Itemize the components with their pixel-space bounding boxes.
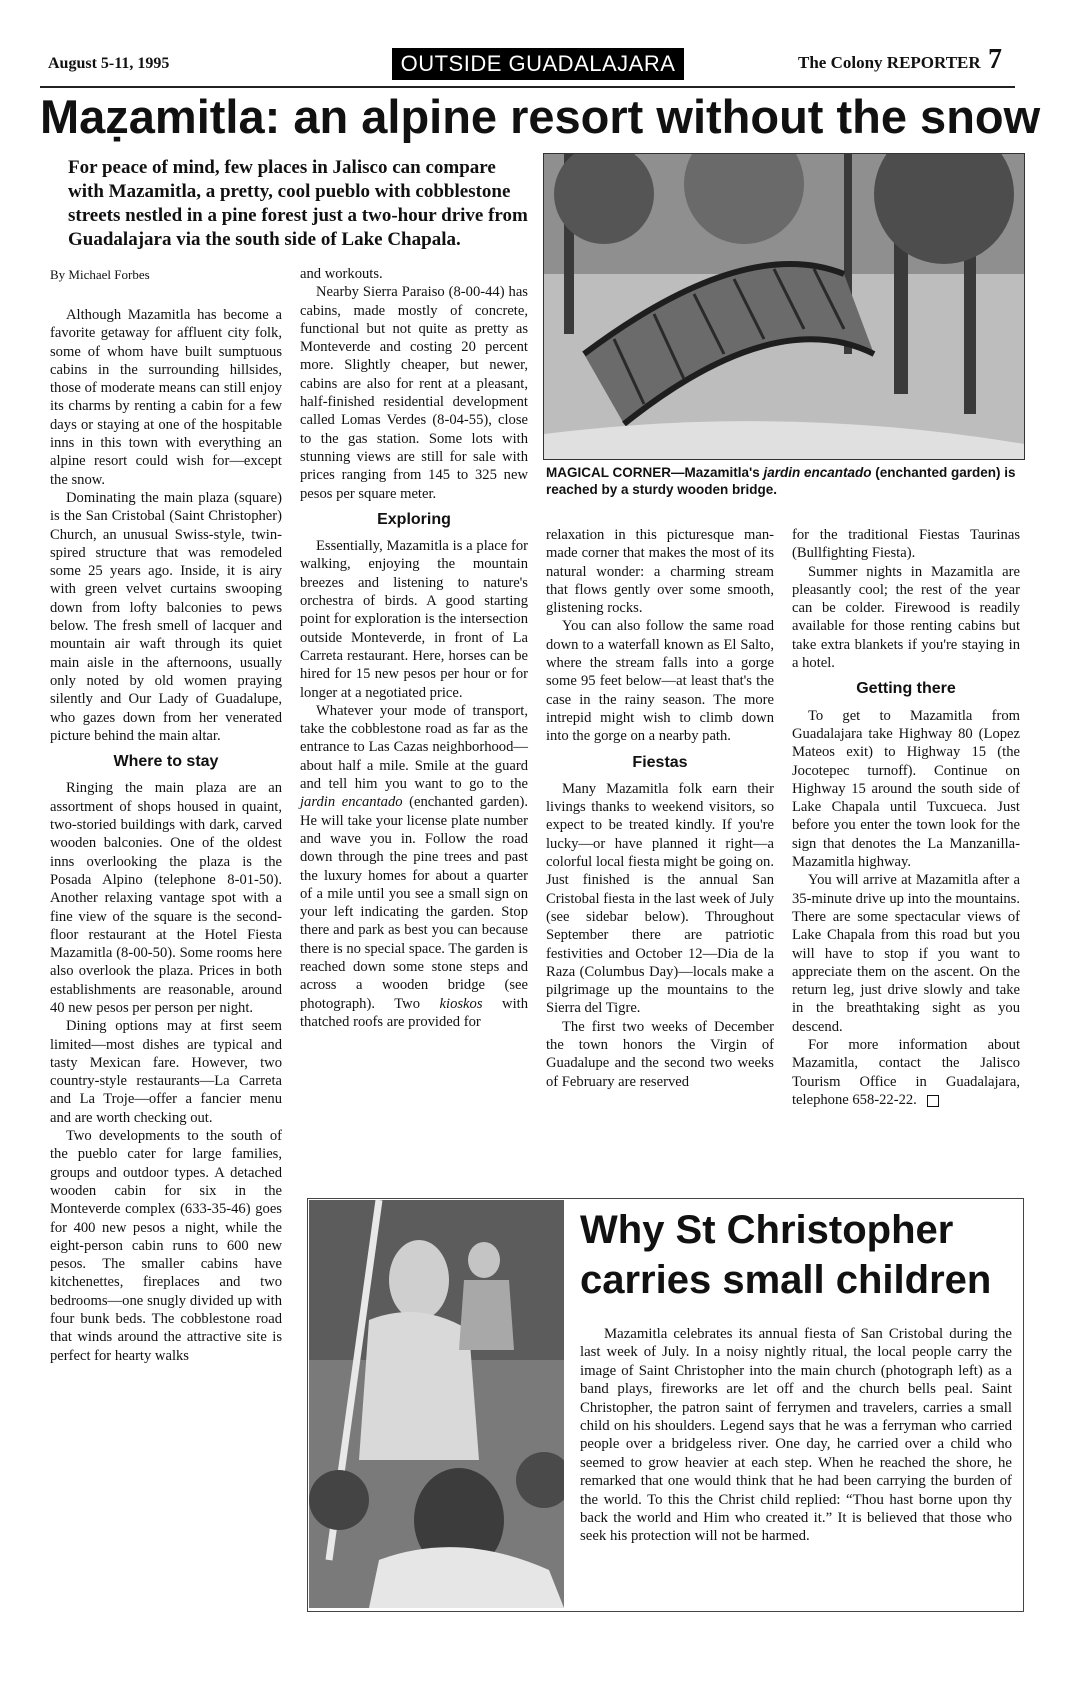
paragraph: relaxation in this picturesque man-made corner that makes the most of its natural wonder: a charming stream that flows gently over some smooth, glistening rocks. — [546, 527, 774, 617]
text-run: with thatched roofs are provided for — [300, 995, 529, 1030]
headline: Maẓamitla: an alpine resort without the snow — [40, 90, 1041, 143]
text-italic: kioskos — [439, 995, 483, 1012]
caption-italic: jardin encantado — [763, 465, 872, 480]
paragraph: Although Mazamitla has become a favorite getaway for affluent city folk, some of whom have built sumptuous cabins in the surrounding hillsides, those of moderate means can still enjoy its charms by renting a cabin for a few days or staying at one of the hospitable inns in this town with everything an alpine resort could wish for—except the snow. — [50, 307, 282, 488]
paragraph: The first two weeks of December the town honors the Virgin of Guadalupe and the second two weeks of February are reserved — [546, 1018, 774, 1090]
caption-lead: MAGICAL CORNER—Mazamitla's — [546, 465, 764, 480]
st-christopher-photo — [309, 1200, 564, 1608]
issue-date: August 5-11, 1995 — [48, 55, 170, 72]
paragraph: Two developments to the south of the pueblo cater for large families, groups and outdoor types. A detached wooden cabin for six in the Monteverde complex (633-35-46) goes for 400 new pesos a night, while the eight-person cabin runs to 600 new pesos. The smaller cabins have kitchenettes, fireplaces and two bedrooms—one snugly divided up with four bunk beds. The cobblestone road that winds around the attractive site is perfect for hearty walks — [50, 1128, 282, 1364]
subhead-getting-there: Getting there — [856, 680, 956, 698]
article-column-4 — [792, 526, 1020, 1109]
paragraph: for the traditional Fiestas Taurinas (Bullfighting Fiesta). — [792, 527, 1020, 562]
paragraph: To get to Mazamitla from Guadalajara take Highway 80 (Lopez Mateos exit) to Highway 15 (the Jocotepec turnoff). Continue on Highway 15 around the south side of Lake Chapala until Tuxcueca. Just before you enter the town look for the sign that denotes the La Manzanilla-Mazamitla highway. — [792, 707, 1020, 871]
paragraph: Mazamitla celebrates its annual fiesta of San Cristobal during the last week of July. In a noisy nightly ritual, the local people carry the image of Saint Christopher into the main church (photograph left) as a band plays, fireworks are let off and the church bells peal. Saint Christopher, the patron saint of ferrymen and travelers, carries a small child on his shoulders. Legend says that he was a ferryman who carried people over a bridgeless river. One day, he carried over a child who seemed to grow heavier at each step. When he reached the shore, he remarked that one would think that he had been carrying the burden of the world. To this the Christ child replied: “Thou hast borne upon thy back the world and Him who created it.” It is believed that those who seek his protection will not be harmed. — [580, 1326, 1012, 1545]
paragraph: Many Mazamitla folk earn their livings thanks to weekend visitors, so expect to be treated kindly. If you're lucky—or have planned it right—a colorful local fiesta might be going on. Just finished is the annual San Cristobal fiesta in the last week of July (see sidebar below). Throughout September there are patriotic festivities and October 12—Dia de la Raza (Columbus Day)—locals make a pilgrimage up the mountains to the Sierra del Tigre. — [546, 780, 774, 1017]
text-italic: jardin encantado — [300, 794, 403, 811]
paragraph: Ringing the main plaza are an assortment of shops housed in quaint, two-storied buildings with dark, carved wooden balconies. One of the oldest inns overlooking the plaza is the Posada Alpino (telephone 8-01-50). Another relaxing vantage spot with a fine view of the square is the second-floor restaurant at the Hotel Fiesta Mazamitla (8-00-50). Some rooms here also overlook the plaza. Prices in both establishments are reasonable, around 40 new pesos per person per night. — [50, 780, 282, 1016]
section-banner: OUTSIDE GUADALAJARA — [392, 48, 684, 80]
page-number: 7 — [988, 44, 1002, 75]
sidebar-body — [580, 1325, 1012, 1546]
sidebar-headline-line1: Why St Christopher — [580, 1208, 954, 1252]
subhead-fiestas: Fiestas — [632, 753, 688, 771]
end-mark-icon — [927, 1095, 939, 1107]
paragraph: Dining options may at first seem limited—most dishes are typical and tasty Mexican fare. However, two country-style restaurants—La Carreta and La Troje—offer a fancier menu and are worth checking out. — [50, 1018, 282, 1126]
bridge-photo — [543, 153, 1025, 460]
paragraph: You will arrive at Mazamitla after a 35-minute drive up into the mountains. There are some spectacular views of Lake Chapala from this road but you will have to stop if you want to appreciate them on the ascent. On the return leg, just drive slowly and take in the breathtaking sight as you descend. — [792, 872, 1020, 1035]
subhead-where-to-stay: Where to stay — [113, 753, 219, 771]
article-column-1 — [50, 306, 282, 1365]
paragraph: Nearby Sierra Paraiso (8-00-44) has cabins, made mostly of concrete, functional but not quite as pretty as Monteverde and costing 20 percent more. Slightly cheaper, but newer, cabins are also for rent at a pleasant, half-finished residential development called Lomas Verdes (8-04-55), close to the gas station. Some lots with stunning views are still for sale with prices ranging from 145 to 325 new pesos per square meter. — [300, 284, 528, 502]
article-column-3 — [546, 526, 774, 1091]
st-christopher-photo-art — [309, 1200, 564, 1608]
text-run: (enchanted garden). He will take your license plate number and wave you in. Follow the road down through the pine trees and past the luxury homes for about a quarter of a mile until you see a small sign on your left indicating the garden. Stop there and park as best you can because there is no special space. The garden is reached down some stone steps and across a wooden bridge (see photograph). Two — [300, 794, 528, 1012]
sidebar-headline-line2: carries small children — [580, 1258, 992, 1302]
photo-caption — [546, 464, 1022, 498]
caption-rest: (enchanted garden) is reached by a sturdy wooden bridge. — [546, 465, 1016, 497]
paragraph: and workouts. — [300, 266, 383, 282]
paragraph: Essentially, Mazamitla is a place for walking, enjoying the mountain breezes and listening to nature's orchestra of birds. A good starting point for exploration is the intersection outside Monteverde, in front of La Carreta restaurant. Here, horses can be hired for 15 new pesos per hour or for longer at a negotiated price. — [300, 538, 528, 701]
deck: For peace of mind, few places in Jalisco can compare with Mazamitla, a pretty, cool pueblo with cobblestone streets nestled in a pine forest just a two-hour drive from Guadalajara via the south side of Lake Chapala. — [68, 157, 528, 250]
paragraph — [792, 1036, 1020, 1109]
subhead-exploring: Exploring — [377, 510, 451, 528]
article-column-2 — [300, 265, 528, 1031]
bridge-photo-art — [544, 154, 1024, 459]
paragraph: You can also follow the same road down to a waterfall known as El Salto, where the stream falls into a gorge some 95 feet below—at least that's the case in the rainy season. The more intrepid might wish to climb down into the gorge on a nearby path. — [546, 618, 774, 745]
newspaper-name: The Colony REPORTER — [798, 53, 981, 72]
text-run: For more information about Mazamitla, contact the Jalisco Tourism Office in Guadalajara, telephone 658-22-22. — [792, 1037, 1020, 1108]
text-run: Whatever your mode of transport, take the cobblestone road as far as the entrance to Las Cazas neighborhood—about half a mile. Smile at the guard and tell him you want to go to the — [300, 702, 528, 793]
byline: By Michael Forbes — [50, 267, 150, 282]
paragraph: Dominating the main plaza (square) is the San Cristobal (Saint Christopher) Church, an unusual Swiss-style, twin-spired structure that was remodeled some 25 years ago. Inside, it is airy with green velvet curtains swooping down from lofty balconies to pews below. The fresh smell of lacquer and mountain air waft through its quiet main aisle in the afternoons, usually only noted by old women praying silently and Our Lady of Guadalupe, who gazes down from her venerated picture behind the main altar. — [50, 489, 282, 744]
paragraph — [300, 702, 528, 1031]
sidebar-headline — [580, 1205, 1020, 1305]
paragraph: Summer nights in Mazamitla are pleasantly cool; the rest of the year can be colder. Firewood is readily available for those renting cabins but take extra blankets if you're staying in a hotel. — [792, 563, 1020, 672]
